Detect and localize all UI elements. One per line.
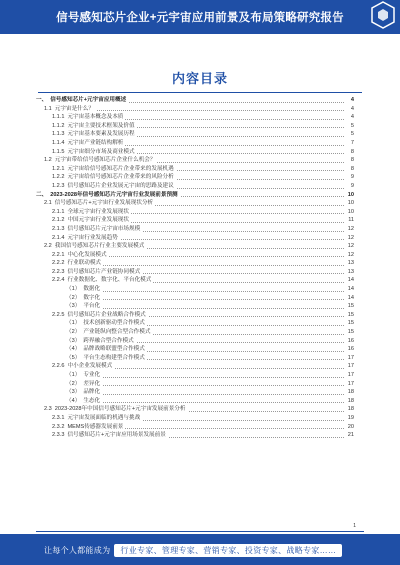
toc-entry-number: （4） [66,397,81,404]
toc-entry-page: 17 [347,354,354,361]
toc-entry-text: 信号感知芯片+元宇宙应用场景发展前景 [67,432,166,439]
toc-entry-label [66,346,147,352]
toc-entry-label [66,329,152,335]
toc-entry-number: （2） [66,380,81,387]
toc-entry[interactable] [36,191,354,200]
toc-entry-page: 10 [347,208,354,215]
toc-entry-number: 2.1 [44,200,52,207]
toc-entry-page: 21 [347,432,354,439]
toc-entry-text: 行业联动模式 [67,260,102,267]
toc-entry-text: 元宇宙给信号感知芯片企业带来的风险分析 [67,174,174,181]
toc-entry-label [52,226,142,232]
toc-entry-label [66,338,136,344]
toc-entry[interactable] [36,130,354,139]
toc-entry-text: 元宇宙带给信号感知芯片企业什么机会？ [54,157,156,164]
toc-entry-number: （2） [66,294,81,301]
toc-entry-label [52,123,137,129]
toc-entry-page: 18 [347,397,354,404]
toc-entry[interactable] [36,165,354,174]
toc-entry-number: 2.2 [44,243,52,250]
toc-entry-number: 1.2.2 [52,174,65,181]
toc-entry-number: （4） [66,346,81,353]
toc-entry-label [66,320,147,326]
toc-entry-page: 16 [347,346,354,353]
toc-entry-text: 元宇宙主要技术框架及价值 [67,122,135,129]
toc-entry-number: 1.2.3 [52,182,65,189]
toc-entry-number: 2.3.1 [52,414,65,421]
toc-leader-dots [66,402,344,403]
toc-entry-label [52,363,114,369]
toc-entry-number: 二、 [36,191,48,198]
toc-divider [38,92,362,93]
toc-entry-text: 品牌战略联盟型合作模式 [83,346,145,353]
toc-entry-label [52,183,176,189]
toc-entry-number: 2.2.3 [52,268,65,275]
report-footer [0,534,400,565]
toc-entry-text: 差异化 [83,380,101,387]
toc-entry-label [52,415,142,421]
toc-entry-page: 4 [350,105,354,112]
toc-entry-text: 中小企业发展模式 [67,363,113,370]
toc-entry-number: 2.1.3 [52,225,65,232]
toc-entry-page: 11 [348,217,354,224]
toc-entry-text: 数据化 [83,286,101,293]
toc-entry-label [52,432,168,438]
toc-entry-label [52,174,176,180]
toc-heading: 内容目录 [171,71,228,86]
toc-entry-text: 信号感知芯片企业战略合作模式 [67,311,146,318]
toc-entry-text: 元宇宙细分市场及商业模式 [67,148,135,155]
toc-entry-label [44,106,96,112]
toc-entry-label [66,295,102,301]
toc-entry[interactable] [36,397,354,406]
toc-entry-page: 8 [350,165,354,172]
toc-entry-label [52,140,125,146]
toc-entry-page: 12 [347,234,354,241]
toc-entry-label [52,131,137,137]
toc-entry-page: 15 [347,311,354,318]
toc-entry-page: 18 [347,406,354,413]
toc-entry-page: 13 [347,268,354,275]
toc-entry[interactable] [36,259,354,268]
toc-entry-label [66,355,147,361]
footer-slogan-highlight: 行业专家、管理专家、营销专家、投资专家、战略专家…… [114,544,342,557]
toc-entry-label [52,114,125,120]
toc-leader-dots [66,385,344,386]
toc-entry-number: （3） [66,389,81,396]
toc-entry-number: （3） [66,337,81,344]
toc-entry-number: 1.1.4 [52,139,65,146]
toc-entry-label [52,166,176,172]
toc-entry-text: 中国元宇宙行业发展现状 [67,217,129,224]
toc-entry-text: 2023-2028年信号感知芯片元宇宙行业发展前景预测 [50,191,178,198]
toc-entry-text: 信号感知芯片产业链协同模式 [67,268,141,275]
toc-entry[interactable] [36,139,354,148]
toc-entry-text: 元宇宙基本概念及本质 [67,114,124,121]
toc-leader-dots [66,291,344,292]
toc-entry-label [66,398,102,404]
toc-entry-page: 16 [347,337,354,344]
toc-entry[interactable] [36,268,354,277]
toc-entry-label [66,286,102,292]
toc-entry-page: 14 [347,277,354,284]
toc-entry-number: 1.1.3 [52,131,65,138]
toc-entry-label [36,192,180,198]
toc-entry-label [52,252,109,258]
toc-entry-label [52,235,120,241]
toc-entry-page: 9 [350,182,354,189]
toc-entry[interactable] [36,371,354,380]
toc-leader-dots [66,394,344,395]
toc-entry-number: （1） [66,320,81,327]
report-header [0,0,400,34]
toc-entry-text: 全球元宇宙行业发展现状 [67,208,129,215]
toc-entry-text: 平台生态构建型合作模式 [83,354,145,361]
toc-entry-page: 19 [347,414,354,421]
toc-entry-page: 15 [347,329,354,336]
toc-entry-page: 14 [347,286,354,293]
toc-entry-text: MEMS传感器发展前景 [67,423,124,430]
toc-entry-page: 13 [347,260,354,267]
toc-entry-number: （1） [66,286,81,293]
toc-entry-label [66,381,102,387]
toc-entry-text: 元宇宙给信号感知芯片企业带来的发展机遇 [67,165,174,172]
toc-entry[interactable] [36,388,354,397]
toc-entry-number: 一、 [36,97,48,103]
toc-entry-label [52,277,153,283]
toc-entry[interactable] [36,105,354,114]
toc-entry[interactable] [36,354,354,363]
toc-entry-number: （1） [66,372,81,378]
toc-leader-dots [66,377,344,378]
toc-entry-text: 信号感知芯片企业发展元宇宙的思路及建议 [67,182,174,189]
toc-entry-text: 跨界融合型合作模式 [83,337,134,344]
toc-entry[interactable] [36,251,354,260]
toc-entry[interactable] [36,431,354,440]
toc-entry-page: 4 [350,97,354,103]
toc-entry-page: 12 [347,251,354,258]
toc-entry-label [52,312,148,318]
report-title: 信号感知芯片企业+元宇宙应用前景及布局策略研究报告 [56,12,344,24]
toc-entry-page: 10 [347,191,354,198]
toc-entry-label [44,157,157,163]
toc-entry[interactable] [36,362,354,371]
toc-entry-label [44,200,155,206]
toc-entry-number: 2.3.3 [52,432,65,439]
toc-entry-page: 20 [347,423,354,430]
toc-entry[interactable] [36,285,354,294]
footer-slogan-text: 让每个人都能成为 [44,546,111,555]
toc-entry-page: 18 [347,389,354,396]
toc-entry-label [66,372,102,378]
toc-entry-label [52,269,142,275]
toc-entry-label [44,243,146,249]
toc-entry[interactable] [36,199,354,208]
toc-entry[interactable] [36,423,354,432]
toc-entry[interactable] [36,148,354,157]
toc-entry-number: 2.2.5 [52,311,65,318]
toc-entry[interactable] [36,173,354,182]
toc-entry[interactable] [36,113,354,122]
toc-entry-text: 2023-2028年中国信号感知芯片+元宇宙发展前景分析 [54,406,186,413]
toc-entry-page: 12 [347,243,354,250]
toc-entry[interactable] [36,294,354,303]
toc-entry[interactable] [36,156,354,165]
toc-entry-text: 信号感知芯片元宇宙市场规模 [67,225,141,232]
toc-entry[interactable] [36,328,354,337]
toc-entry-number: 2.2.1 [52,251,65,258]
toc-entry-text: 元宇宙行业发展趋势 [67,234,118,241]
toc-entry[interactable] [36,234,354,243]
toc-entry[interactable] [36,405,354,414]
toc-entry[interactable] [36,311,354,320]
toc-entry[interactable] [36,302,354,311]
toc-entry-page: 17 [347,363,354,370]
toc-entry-text: 生态化 [83,397,101,404]
toc-entry-number: （5） [66,354,81,361]
toc-entry[interactable] [36,182,354,191]
toc-entry-text: 元宇宙产业链结构解析 [67,139,124,146]
toc-entry-page: 9 [350,174,354,181]
toc-entry-page: 4 [350,114,354,121]
toc-entry-text: 专业化 [83,372,101,378]
toc-entry[interactable] [36,122,354,131]
toc-entry-number: 1.1.5 [52,148,65,155]
toc-entry-number: 2.1.2 [52,217,65,224]
toc-entry-text: 信号感知芯片+元宇宙应用概述 [50,97,127,103]
toc-entry-page: 17 [347,372,354,378]
toc-entry-page: 8 [350,148,354,155]
toc-entry-page: 10 [347,200,354,207]
toc-leader-dots [66,308,344,309]
toc-entry-page: 8 [350,157,354,164]
toc-entry[interactable] [36,208,354,217]
toc-entry-label [52,424,125,430]
toc-entry-label [52,209,131,215]
toc-entry-number: （3） [66,303,81,310]
toc-entry-text: 平台化 [83,303,101,310]
footer-slogan [44,544,342,557]
toc-entry-text: 产业链纵向整合型合作模式 [83,329,151,336]
toc-entry-text: 技术创新驱动型合作模式 [83,320,145,327]
toc-entry-label [66,303,102,309]
toc-entry-text: 信号感知芯片+元宇宙行业发展现状分析 [54,200,154,207]
toc-entry-text: 元宇宙是什么？ [54,105,94,112]
toc-entry-label [36,97,128,103]
toc-entry[interactable] [36,414,354,423]
toc-entry[interactable] [36,225,354,234]
toc-entry-page: 7 [350,139,354,146]
toc-entry-number: 1.2 [44,157,52,164]
toc-entry-text: 中心化发展模式 [67,251,107,258]
toc-entry-text: 数字化 [83,294,101,301]
toc-entry-number: 1.1.2 [52,122,65,129]
toc-entry-number: 2.1.4 [52,234,65,241]
toc-entry[interactable] [36,276,354,285]
toc-entry-page: 12 [347,225,354,232]
toc-entry-number: 1.2.1 [52,165,65,172]
footer-divider [36,531,364,532]
toc-entry-page: 5 [350,131,354,138]
brand-logo-icon [370,0,396,30]
toc-entry-label [66,389,102,395]
toc-entry-label [44,406,188,412]
page-number: 1 [353,523,356,529]
toc-entry[interactable] [36,319,354,328]
toc-entry-label [52,260,103,266]
toc-entry-text: 品牌化 [83,389,101,396]
toc-entry-page: 15 [347,320,354,327]
toc-leader-dots [66,299,344,300]
toc-entry-number: 1.1.1 [52,114,65,121]
toc-entry[interactable] [36,242,354,251]
toc-entry-text: 我国信号感知芯片行业主要发展模式 [54,243,145,250]
toc-entry-text: 元宇宙发展面临的机遇与挑战 [67,414,141,421]
toc-entry-number: 2.3 [44,406,52,413]
toc-entry-label [52,149,137,155]
toc-entry-label [52,217,131,223]
toc-entry-page: 14 [347,294,354,301]
toc-entry-number: 2.1.1 [52,208,65,215]
toc-entry[interactable] [36,380,354,389]
toc-entry-number: 2.2.2 [52,260,65,267]
toc-entry-number: 2.2.4 [52,277,65,284]
toc-entry-page: 5 [350,122,354,129]
table-of-contents [36,96,354,440]
toc-entry-number: （2） [66,329,81,336]
toc-entry[interactable] [36,337,354,346]
toc-entry-text: 元宇宙基本要素及发展历程 [67,131,135,138]
toc-entry-number: 1.1 [44,105,52,112]
toc-entry-text: 行业数据化、数字化、平台化模式 [67,277,152,284]
toc-entry[interactable] [36,96,354,105]
toc-entry[interactable] [36,345,354,354]
toc-entry-number: 2.3.2 [52,423,65,430]
toc-entry[interactable] [36,216,354,225]
toc-entry-page: 17 [347,380,354,387]
toc-entry-number: 2.2.6 [52,363,65,370]
toc-entry-page: 15 [347,303,354,310]
